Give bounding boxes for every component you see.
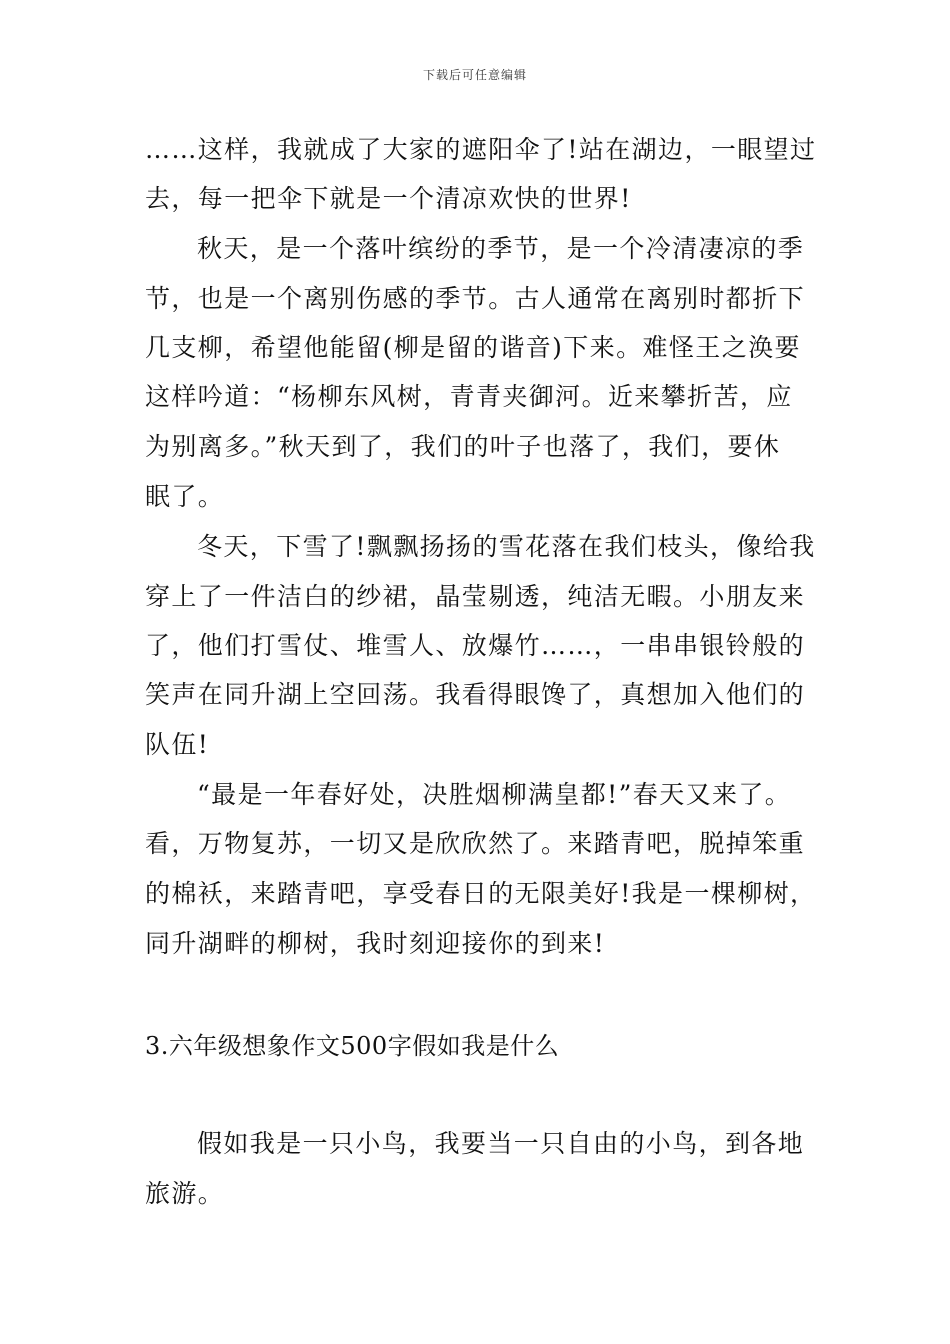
text-line: 笑声在同升湖上空回荡。我看得眼馋了，真想加入他们的 xyxy=(145,680,806,709)
text-line: 去，每一把伞下就是一个清凉欢快的世界! xyxy=(145,184,632,213)
text-line: 眠了。 xyxy=(145,482,225,511)
text-line: ……这样，我就成了大家的遮阳伞了!站在湖边，一眼望过 xyxy=(145,135,817,164)
text-line: 穿上了一件洁白的纱裙，晶莹剔透，纯洁无暇。小朋友来 xyxy=(145,582,806,611)
text-line: 看，万物复苏，一切又是欣欣然了。来踏青吧，脱掉笨重 xyxy=(145,829,806,858)
text-line: 这样吟道：“杨柳东风树，青青夹御河。近来攀折苦，应 xyxy=(145,382,793,411)
paragraph-bird-start: 假如我是一只小鸟，我要当一只自由的小鸟，到各地 xyxy=(197,1129,805,1158)
text-line: 节，也是一个离别伤感的季节。古人通常在离别时都折下 xyxy=(145,284,806,313)
paragraph-autumn-start: 秋天，是一个落叶缤纷的季节，是一个冷清凄凉的季 xyxy=(197,234,805,263)
text-line: 旅游。 xyxy=(145,1179,225,1208)
text-line: 的棉袄，来踏青吧，享受春日的无限美好!我是一棵柳树， xyxy=(145,879,817,908)
text-line: 了，他们打雪仗、堆雪人、放爆竹……，一串串银铃般的 xyxy=(145,631,806,660)
text-line: 几支柳，希望他能留(柳是留的谐音)下来。难怪王之涣要 xyxy=(145,333,801,362)
text-line: 为别离多。”秋天到了，我们的叶子也落了，我们，要休 xyxy=(145,432,781,461)
text-line: 队伍! xyxy=(145,730,210,759)
paragraph-spring-start: “最是一年春好处，决胜烟柳满皇都!”春天又来了。 xyxy=(197,780,792,809)
section-heading: 3.六年级想象作文500字假如我是什么 xyxy=(145,1032,560,1060)
paragraph-winter-start: 冬天，下雪了!飘飘扬扬的雪花落在我们枝头，像给我 xyxy=(197,532,816,561)
page-header: 下载后可任意编辑 xyxy=(422,68,527,82)
text-line: 同升湖畔的柳树，我时刻迎接你的到来! xyxy=(145,929,606,958)
